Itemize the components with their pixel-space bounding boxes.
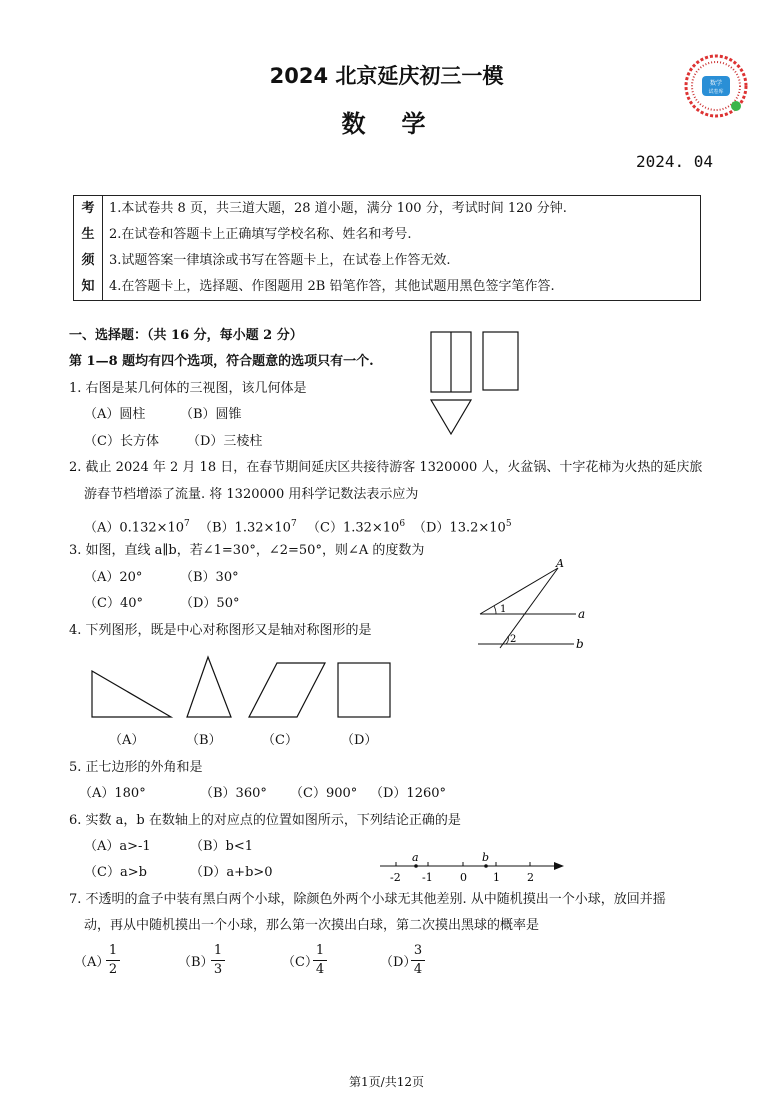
- svg-text:-1: -1: [422, 871, 433, 884]
- q3-option-a: （A）20°: [84, 570, 143, 585]
- q5-option-a: （A）180°: [79, 786, 146, 801]
- subject-title: 数学: [341, 109, 462, 138]
- q1-option-a: （A）圆柱: [84, 407, 146, 422]
- svg-text:-2: -2: [390, 871, 401, 884]
- notice-item: 3.试题答案一律填涂或书写在答题卡上，在试卷上作答无效.: [109, 253, 451, 268]
- section-heading: 一、选择题：（共 16 分，每小题 2 分）: [69, 328, 303, 343]
- number-line-figure: [378, 850, 568, 886]
- q6-stem: 6. 实数 a，b 在数轴上的对应点的位置如图所示，下列结论正确的是: [69, 813, 461, 828]
- q5-option-d: （D）1260°: [370, 786, 447, 801]
- q7-option-c-fraction: 1 4: [313, 944, 327, 977]
- q6-option-c: （C）a>b: [84, 865, 147, 880]
- svg-text:b: b: [576, 637, 584, 651]
- q6-option-b: （B）b<1: [190, 839, 254, 854]
- q7-option-d-label: （D）: [380, 955, 417, 970]
- svg-text:2: 2: [527, 871, 534, 884]
- exam-date: 2024. 04: [636, 152, 714, 171]
- q2-option-d: $(D)13.2\times 10^5$: [413, 519, 512, 536]
- q2-line2: 游春节档增添了流量. 将 1320000 用科学记数法表示应为: [84, 487, 419, 502]
- q4-label-c: （C）: [262, 733, 298, 748]
- q7-option-d-fraction: 3 4: [411, 944, 425, 977]
- parallel-lines-figure: [470, 556, 600, 656]
- q7-option-a-label: （A）: [74, 955, 110, 970]
- q5-stem: 5. 正七边形的外角和是: [69, 760, 203, 775]
- notice-item: 1.本试卷共 8 页，共三道大题，28 道小题，满分 100 分，考试时间 120 分钟.: [109, 201, 567, 216]
- q5-option-b: （B）360°: [200, 786, 267, 801]
- q4-label-a: （A）: [109, 733, 145, 748]
- q3-option-d: （D）50°: [180, 596, 240, 611]
- q1-option-c: （C）长方体: [84, 434, 159, 449]
- q7-option-c-label: （C）: [282, 955, 318, 970]
- notice-items: [103, 196, 701, 301]
- svg-text:数学: 数学: [709, 80, 723, 87]
- q7-line2: 动，再从中随机摸出一个小球，那么第一次摸出白球，第二次摸出黑球的概率是: [84, 918, 540, 933]
- notice-item: 4.在答题卡上，选择题、作图题用 2B 铅笔作答，其他试题用黑色签字笔作答.: [109, 279, 555, 294]
- svg-text:1: 1: [500, 604, 507, 615]
- q1-option-b: （B）圆锥: [180, 407, 242, 422]
- q3-option-b: （B）30°: [180, 570, 239, 585]
- q7-option-b-label: （B）: [178, 955, 214, 970]
- q6-option-d: （D）a+b>0: [190, 865, 273, 880]
- q1-option-d: （D）三棱柱: [187, 434, 263, 449]
- q2-line1: 2. 截止 2024 年 2 月 18 日，在春节期间延庆区共接待游客 1320000 人，火盆锅、十字花柿为火热的延庆旅: [69, 460, 703, 475]
- q1-stem: 1. 右图是某几何体的三视图，该几何体是: [69, 381, 307, 396]
- notice-side-label: 考 生 须 知: [74, 196, 103, 301]
- svg-text:a: a: [578, 607, 586, 621]
- q7-option-a-fraction: 1 2: [106, 944, 120, 977]
- notice-table: [73, 195, 701, 301]
- q4-label-b: （B）: [186, 733, 222, 748]
- q3-stem: 3. 如图，直线 a∥b，若∠1=30°，∠2=50°，则∠A 的度数为: [69, 543, 425, 558]
- page-title: 2024 北京延庆初三一模: [269, 64, 504, 88]
- svg-text:a: a: [412, 851, 419, 864]
- q6-option-a: （A）a>-1: [84, 839, 151, 854]
- q7-line1: 7. 不透明的盒子中装有黑白两个小球，除颜色外两个小球无其他差别. 从中随机摸出一个小球，放回并摇: [69, 892, 666, 907]
- section-instruction: 第 1—8 题均有四个选项，符合题意的选项只有一个.: [69, 354, 374, 369]
- square-shape: [338, 663, 390, 717]
- q4-shapes: [85, 655, 405, 725]
- svg-text:1: 1: [493, 871, 500, 884]
- svg-text:A: A: [556, 557, 564, 570]
- q4-stem: 4. 下列图形，既是中心对称图形又是轴对称图形的是: [69, 623, 372, 638]
- isosceles-triangle-shape: [187, 657, 231, 717]
- right-triangle-shape: [92, 671, 171, 717]
- page-number: 第1页/共12页: [349, 1075, 424, 1089]
- q2-option-b: $(B)1.32\times 10^7$: [199, 519, 297, 536]
- q5-option-c: （C）900°: [290, 786, 358, 801]
- notice-item: 2.在试卷和答题卡上正确填写学校名称、姓名和考号.: [109, 227, 412, 242]
- three-view-figure: [425, 328, 525, 438]
- svg-text:b: b: [482, 851, 490, 864]
- svg-text:2: 2: [510, 634, 517, 645]
- parallelogram-shape: [249, 663, 325, 717]
- qr-logo-icon[interactable]: [684, 54, 748, 118]
- q7-option-b-fraction: 1 3: [211, 944, 225, 977]
- svg-text:试卷库: 试卷库: [708, 89, 724, 95]
- q2-option-c: $(C)1.32\times 10^6$: [307, 519, 406, 536]
- svg-text:0: 0: [460, 871, 467, 884]
- q4-label-d: （D）: [341, 733, 378, 748]
- q2-option-a: $(A)0.132\times 10^7$: [84, 519, 190, 536]
- q3-option-c: （C）40°: [84, 596, 143, 611]
